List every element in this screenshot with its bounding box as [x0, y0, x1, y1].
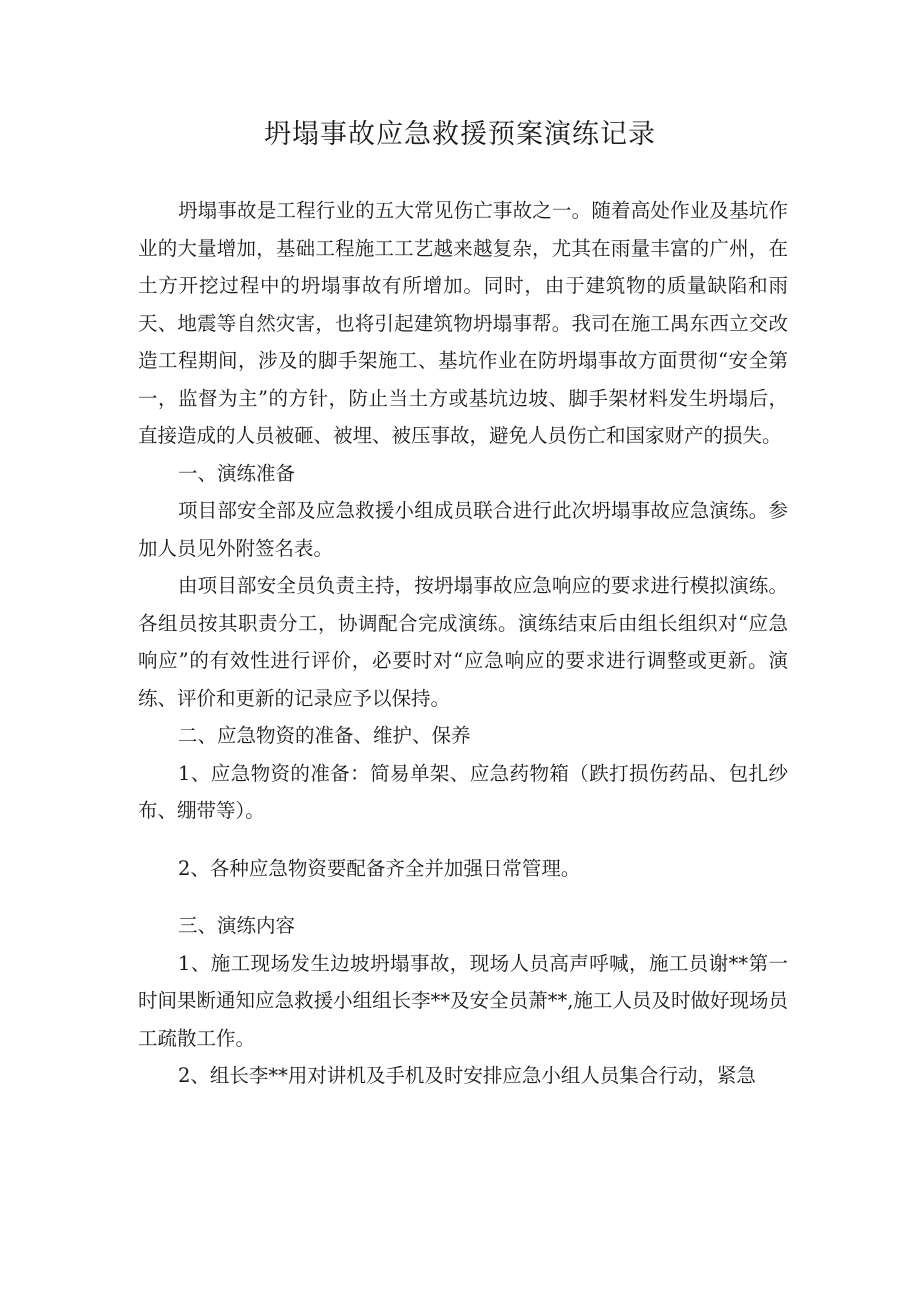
document-title: 坍塌事故应急救援预案演练记录	[264, 119, 656, 150]
content-item-1: 1、施工现场发生边坡坍塌事故，现场人员高声呼喊，施工员谢**第一时间果断通知应急救援小组组长李**及安全员萧**,施工人员及时做好现场员工疏散工作。	[138, 951, 788, 1050]
intro-paragraph: 坍塌事故是工程行业的五大常见伤亡事故之一。随着高处作业及基坑作业的大量增加，基础工程施工工艺越来越复杂，尤其在雨量丰富的广州，在土方开挖过程中的坍塌事故有所增加。同时，由于建筑物的质量缺陷和雨天、地震等自然灾害，也将引起建筑物坍塌事帮。我司在施工禺东西立交改造工程期间，涉及的脚手架施工、基坑作业在防坍塌事故方面贯彻“安全第一，监督为主”的方针，防止当土方或基坑边坡、脚手架材料发生坍塌后，直接造成的人员被砸、被埋、被压事故，避免人员伤亡和国家财产的损失。	[138, 199, 788, 447]
document-body	[138, 192, 788, 1095]
materials-item-1: 1、应急物资的准备：简易单架、应急药物箱（跌打损伤药品、包扎纱布、绷带等）。	[138, 761, 788, 822]
section-heading-preparation: 一、演练准备	[178, 461, 296, 485]
spacer	[138, 830, 788, 850]
preparation-paragraph-2: 由项目部安全员负责主持，按坍塌事故应急响应的要求进行模拟演练。各组员按其职责分工，协调配合完成演练。演练结束后由组长组织对“应急响应”的有效性进行评价，必要时对“应急响应的要求进行调整或更新。演练、评价和更新的记录应予以保持。	[138, 574, 788, 710]
spacer	[138, 887, 788, 907]
materials-item-2: 2、各种应急物资要配备齐全并加强日常管理。	[178, 856, 581, 880]
section-heading-materials: 二、应急物资的准备、维护、保养	[178, 724, 471, 747]
preparation-paragraph-1: 项目部安全部及应急救援小组成员联合进行此次坍塌事故应急演练。参加人员见外附签名表。	[138, 499, 788, 560]
content-item-2: 2、组长李**用对讲机及手机及时安排应急小组人员集合行动，紧急	[178, 1064, 756, 1087]
section-heading-content: 三、演练内容	[178, 914, 296, 937]
